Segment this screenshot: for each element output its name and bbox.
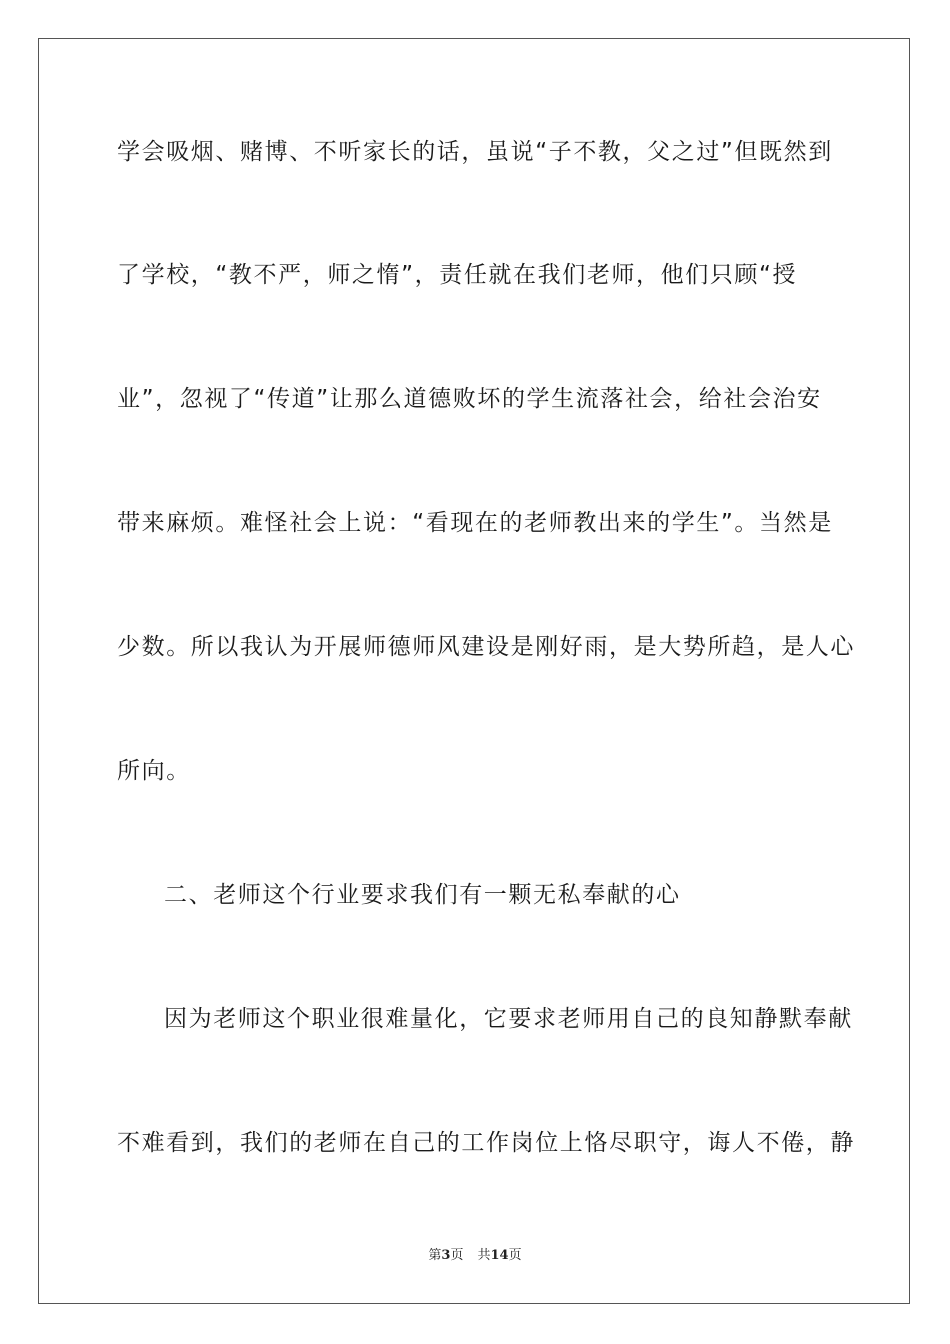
section-heading: 二、老师这个行业要求我们有一颗无私奉献的心 [164,882,681,908]
footer-total-prefix: 共 [477,1248,491,1263]
body-line-6: 所向。 [117,758,191,784]
footer-total-pages: 14 [490,1248,509,1263]
body-line-5: 少数。所以我认为开展师德师风建设是刚好雨，是大势所趋，是人心 [117,634,855,660]
body-line-4: 带来麻烦。难怪社会上说：“看现在的老师教出来的学生”。当然是 [117,510,833,536]
page-border [38,38,910,1304]
footer-page-prefix: 第 [428,1248,442,1263]
footer-page-suffix: 页 [450,1248,464,1263]
body-line-7: 因为老师这个职业很难量化，它要求老师用自己的良知静默奉献 [164,1006,853,1032]
body-line-3: 业”，忽视了“传道”让那么道德败坏的学生流落社会，给社会治安 [117,386,822,412]
page-footer [0,1247,950,1265]
footer-page-number: 3 [441,1248,451,1263]
body-line-2: 了学校，“教不严，师之惰”，责任就在我们老师，他们只顾“授 [117,262,798,288]
footer-total-suffix: 页 [508,1248,522,1263]
body-line-1: 学会吸烟、赌博、不听家长的话，虽说“子不教，父之过”但既然到 [117,139,833,165]
body-line-8: 不难看到，我们的老师在自己的工作岗位上恪尽职守，诲人不倦，静 [117,1130,855,1156]
